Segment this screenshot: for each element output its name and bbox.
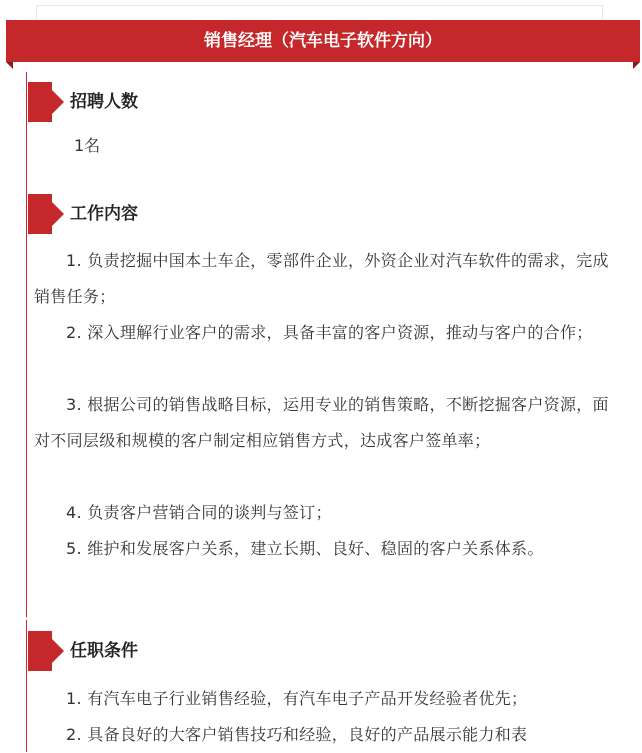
section-heading-duties [28, 194, 428, 234]
section-heading-requirements [28, 631, 428, 671]
section-heading-text: 任职条件 [70, 641, 138, 661]
section-marker-icon [28, 194, 52, 234]
requirement-item-2: 2. 具备良好的大客户销售技巧和经验，良好的产品展示能力和表 [66, 725, 528, 744]
headcount-value: 1名 [74, 136, 101, 155]
banner-fold-right [633, 62, 640, 69]
requirement-item-1: 1. 有汽车电子行业销售经验，有汽车电子产品开发经验者优先； [66, 689, 528, 708]
job-title: 销售经理（汽车电子软件方向） [204, 31, 442, 51]
section-rail-1 [26, 72, 27, 617]
duty-item-5: 5. 维护和发展客户关系，建立长期、良好、稳固的客户关系体系。 [66, 539, 544, 558]
duty-item-1: 1. 负责挖掘中国本土车企，零部件企业，外资企业对汽车软件的需求，完成销售任务； [34, 251, 609, 306]
job-title-banner [6, 20, 640, 62]
duty-item-3: 3. 根据公司的销售战略目标，运用专业的销售策略，不断挖掘客户资源，面对不同层级和规模的客户制定相应销售方式，达成客户签单率； [34, 395, 609, 450]
frame-top-border [36, 5, 602, 6]
section-heading-headcount [28, 82, 428, 122]
frame-left-border [36, 5, 37, 20]
section-rail-2 [26, 620, 27, 752]
duty-item-2: 2. 深入理解行业客户的需求，具备丰富的客户资源，推动与客户的合作； [66, 323, 593, 342]
section-heading-text: 招聘人数 [70, 92, 138, 112]
banner-fold-left [6, 62, 13, 69]
section-heading-text: 工作内容 [70, 204, 138, 224]
section-marker-icon [28, 82, 52, 122]
duty-item-4: 4. 负责客户营销合同的谈判与签订； [66, 503, 332, 522]
section-marker-icon [28, 631, 52, 671]
frame-right-border [602, 5, 603, 20]
